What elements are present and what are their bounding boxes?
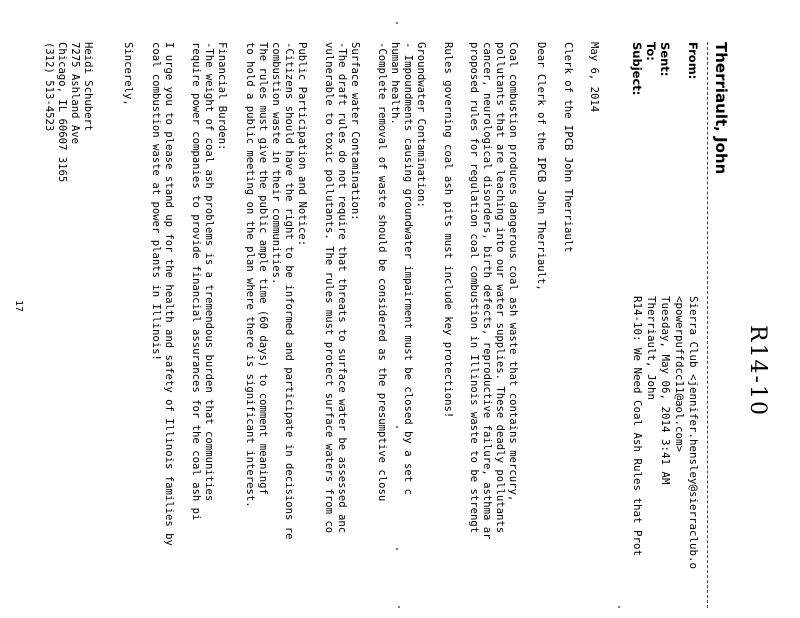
section-heading-groundwater: Groundwater Contamination: bbox=[415, 42, 427, 208]
signature-city: Chicago, IL 60607 3165 bbox=[56, 42, 68, 183]
subject-value: R14-10: We Need Coal Ash Rules that Prot bbox=[631, 296, 644, 557]
public-line-4: to hold a public meeting on the plan where there is significant interest. bbox=[244, 42, 256, 508]
section-heading-surface-water: Surface water Contamination: bbox=[349, 42, 361, 221]
sender-name: Therriault, John bbox=[712, 42, 730, 175]
section-heading-public-participation: Public Participation and Notice: bbox=[296, 42, 308, 247]
scan-speck bbox=[396, 426, 398, 428]
signature-street: 7275 Ashland Ave bbox=[69, 42, 81, 145]
intro-line-2: pollutants that are leaching into our water supplies. These deadly pollutants bbox=[494, 42, 506, 534]
page-number: 17 bbox=[13, 300, 24, 313]
scan-speck bbox=[618, 606, 620, 608]
scan-speck bbox=[396, 548, 398, 550]
surface-water-line-2: vulnerable to toxic pollutants. The rules must protect surface waters from co bbox=[323, 42, 335, 534]
intro-line-1: Coal combustion produces dangerous coal ash waste that contains mercury, bbox=[507, 42, 519, 502]
financial-line-2: require power companies to provide financial assurances for the coal ash pi bbox=[190, 42, 202, 521]
letter-date: May 6, 2014 bbox=[588, 42, 600, 113]
to-label: To: bbox=[644, 42, 658, 61]
recipient-line: Clerk of the IPCB John Therriault bbox=[562, 42, 574, 253]
public-line-3: The rules must give the public ample time (60 days) to comment meaningf bbox=[257, 42, 269, 495]
signature-phone: (312) 513-4523 bbox=[43, 42, 55, 132]
groundwater-line-3: -Complete removal of waste should be considered as the presumptive closu bbox=[376, 42, 388, 502]
groundwater-line-2: human health. bbox=[389, 42, 401, 125]
scan-speck bbox=[396, 22, 398, 24]
scan-speck bbox=[398, 606, 400, 608]
intro-line-3: cancer, neurological disorders, birth defects, reproductive failure, asthma ar bbox=[481, 42, 493, 540]
closing-line-2: coal combustion waste at power plants in Illinois! bbox=[150, 42, 162, 361]
financial-line-1: -The weight of coal ash problems is a tremendous burden that communities bbox=[203, 42, 215, 502]
sent-value: Tuesday, May 06, 2014 3:41 AM bbox=[659, 296, 672, 485]
closing-line-1: I urge you to please stand up for the health and safety of Illinois families by bbox=[163, 42, 175, 546]
salutation: Dear Clerk of the IPCB John Therriault, bbox=[535, 42, 547, 291]
section-heading-financial-burden: Financial Burden: bbox=[216, 42, 228, 151]
signature-name: Heidi Schubert bbox=[82, 42, 94, 132]
subject-label: Subject: bbox=[630, 42, 644, 96]
groundwater-line-1: - Impoundments causing groundwater impairment must be closed by a set c bbox=[402, 42, 414, 495]
intro-line-4: proposed rules for regulation coal combustion in Illinois waste to be strengt bbox=[468, 42, 480, 534]
signoff: Sincerely, bbox=[122, 42, 134, 106]
sent-label: Sent: bbox=[658, 42, 672, 77]
public-line-1: -Citizens should have the right to be informed and participate in decisions re bbox=[283, 42, 295, 540]
from-email: <powerpuffdcc11@aol.com> bbox=[673, 296, 686, 453]
rules-intro: Rules governing coal ash pits must include key protections! bbox=[442, 42, 454, 419]
surface-water-line-1: -The draft rules do not require that threats to surface water be assessed anc bbox=[336, 42, 348, 534]
public-line-2: combustion waste in their communities. bbox=[270, 42, 282, 285]
to-value: Therriault, John bbox=[645, 296, 658, 401]
header-divider bbox=[707, 42, 708, 608]
from-value: Sierra Club <jennifer.hensley@sierraclub.o bbox=[687, 296, 700, 570]
docket-number: R14-10 bbox=[745, 325, 770, 417]
from-label: From: bbox=[686, 42, 700, 80]
